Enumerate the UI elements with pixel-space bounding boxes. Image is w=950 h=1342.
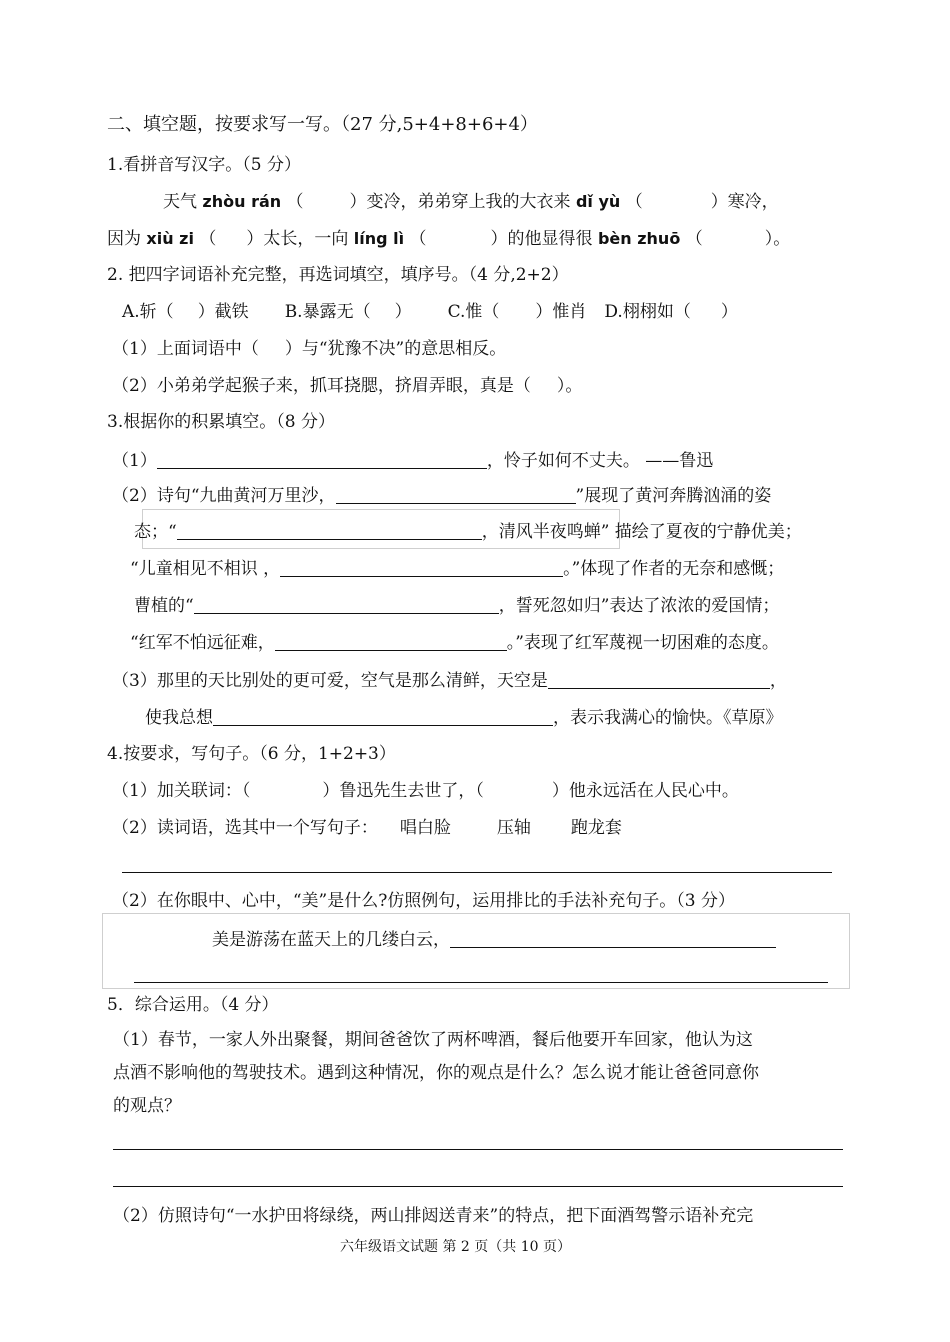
q3-sub2-line2: [134, 521, 802, 543]
answer-line[interactable]: [336, 485, 576, 504]
text: 。”表现了红军蔑视一切困难的态度。: [506, 633, 779, 653]
text: “儿童相见不相识 ，: [130, 559, 281, 579]
option-b-text: B.暴露无（: [284, 302, 371, 322]
text: ）。: [556, 376, 583, 396]
text: （1）上面词语中（: [112, 339, 259, 359]
option-a-text: A.斩（: [122, 302, 174, 322]
q3-title: 3.根据你的积累填空。（8 分）: [107, 412, 335, 432]
q3-sub2-line5: [130, 632, 779, 654]
text: （1）加关联词：（: [112, 781, 251, 801]
quoted-poem: 一水护田将绿绕，两山排闼送青来: [234, 1206, 490, 1226]
answer-line[interactable]: [213, 707, 553, 726]
text: ”的特点，把下面酒驾警示语补充完: [489, 1206, 754, 1226]
q2-options: [122, 301, 738, 323]
text: ）。: [764, 229, 791, 249]
answer-line[interactable]: [177, 521, 482, 540]
text: 。”体现了作者的无奈和感慨；: [563, 559, 785, 579]
page-footer: 六年级语文试题 第 2 页（共 10 页）: [340, 1239, 571, 1255]
text: （2）诗句“九曲黄河万里沙，: [112, 486, 336, 506]
pinyin-diyu: dǐ yù: [575, 192, 621, 211]
answer-line[interactable]: [275, 632, 507, 651]
option-c: [448, 302, 587, 322]
section-title: 二、填空题，按要求写一写。（27 分,5+4+8+6+4）: [107, 114, 538, 135]
option-c-text: C.惟（: [447, 302, 500, 322]
word-option: 唱白脸: [399, 818, 451, 838]
text: ）变冷，弟弟穿上我的大衣来: [349, 192, 571, 212]
text: “红军不怕远征难，: [130, 633, 275, 653]
q1-line1: [163, 191, 779, 213]
option-b-text: ）: [394, 302, 412, 322]
text: ）寒冷，: [710, 192, 779, 212]
text: 美是游荡在蓝天上的几缕白云，: [212, 930, 450, 950]
q3-sub2-line3: [130, 558, 784, 580]
text: ，: [769, 671, 787, 691]
option-b: [285, 302, 412, 322]
text: ）与“犹豫不决”的意思相反。: [284, 339, 507, 359]
q1-line2: [107, 228, 790, 250]
text: 因为: [107, 229, 141, 249]
answer-line[interactable]: [280, 558, 563, 577]
q5-sub1-line2: 点酒不影响他的驾驶技术。遇到这种情况，你的观点是什么？怎么说才能让爸爸同意你: [113, 1063, 759, 1083]
text: （2）读词语，选其中一个写句子：: [112, 818, 378, 838]
answer-line[interactable]: [548, 670, 770, 689]
q2-sub1: [112, 338, 506, 360]
text: ）鲁迅先生去世了，（: [322, 781, 484, 801]
paren-open: （: [199, 229, 217, 249]
answer-line[interactable]: [450, 929, 776, 948]
text: ）太长，一向: [246, 229, 349, 249]
scan-frame: [102, 913, 850, 989]
paren-open: （: [409, 229, 427, 249]
pinyin-lingli: líng lì: [353, 229, 405, 248]
text: （1）: [112, 451, 157, 471]
q3-sub2-line4: [134, 595, 779, 617]
text: （2）仿照诗句“: [113, 1206, 235, 1226]
answer-line[interactable]: [157, 450, 487, 469]
q4-sub3-example: [212, 929, 776, 951]
text: ”展现了黄河奔腾汹涌的姿: [575, 486, 772, 506]
answer-line[interactable]: [134, 982, 828, 983]
q4-sub3: （2）在你眼中、心中，“美”是什么?仿照例句，运用排比的手法补充句子。（3 分）: [112, 891, 736, 911]
q3-sub2-line1: [112, 485, 771, 507]
q4-sub2: [112, 817, 622, 839]
text: （2）小弟弟学起猴子来，抓耳挠腮，挤眉弄眼，真是（: [112, 376, 531, 396]
answer-line[interactable]: [194, 595, 499, 614]
option-d: [604, 302, 737, 322]
q5-sub1-line3: 的观点？: [113, 1096, 181, 1116]
option-d-text: ）: [720, 302, 738, 322]
paren-open: （: [625, 192, 643, 212]
text: ）他永远活在人民心中。: [551, 781, 739, 801]
q1-title: 1.看拼音写汉字。（5 分）: [107, 155, 301, 175]
answer-line[interactable]: [113, 1186, 843, 1187]
q5-sub1-line1: （1）春节，一家人外出聚餐，期间爸爸饮了两杯啤酒，餐后他要开车回家，他认为这: [113, 1030, 753, 1050]
text: （3）那里的天比别处的更可爱，空气是那么清鲜，天空是: [112, 671, 548, 691]
text: 使我总想: [145, 708, 213, 728]
pinyin-xiuzi: xiù zi: [146, 229, 194, 248]
text: ，誓死忽如归”表达了浓浓的爱国情；: [498, 596, 780, 616]
option-c-text: ）惟肖: [535, 302, 587, 322]
q4-title: 4.按要求，写句子。（6 分，1+2+3）: [107, 744, 396, 764]
text: ，清风半夜鸣蝉”: [481, 522, 610, 542]
q4-sub1: [112, 780, 739, 802]
q3-sub1: [112, 450, 713, 472]
answer-line[interactable]: [122, 872, 832, 873]
word-option: 跑龙套: [570, 818, 622, 838]
word-option: 压轴: [496, 818, 531, 838]
q5-title: 5．综合运用。（4 分）: [107, 995, 279, 1015]
answer-line[interactable]: [113, 1149, 843, 1150]
text: 描绘了夏夜的宁静优美；: [609, 522, 802, 542]
text: 天气: [163, 192, 197, 212]
text: ，表示我满心的愉快。《草原》: [553, 708, 783, 728]
text: 曹植的“: [134, 596, 194, 616]
q2-title: 2. 把四字词语补充完整，再选词填空，填序号。（4 分,2+2）: [107, 265, 569, 285]
text: 态；“: [134, 522, 177, 542]
option-a-text: ）截铁: [197, 302, 249, 322]
pinyin-zhouran: zhòu rán: [202, 192, 282, 211]
q2-sub2: [112, 375, 582, 397]
text: ，怜子如何不丈夫。 ——鲁迅: [486, 451, 714, 471]
q3-sub3-line2: [145, 707, 783, 729]
q3-sub3-line1: [112, 670, 787, 692]
pinyin-benzhuo: bèn zhuō: [597, 229, 681, 248]
paren-open: （: [685, 229, 703, 249]
paren-open: （: [286, 192, 304, 212]
option-d-text: D.栩栩如（: [604, 302, 691, 322]
text: ）的他显得很: [490, 229, 593, 249]
q5-sub2-line1: [113, 1205, 753, 1227]
option-a: [122, 302, 249, 322]
